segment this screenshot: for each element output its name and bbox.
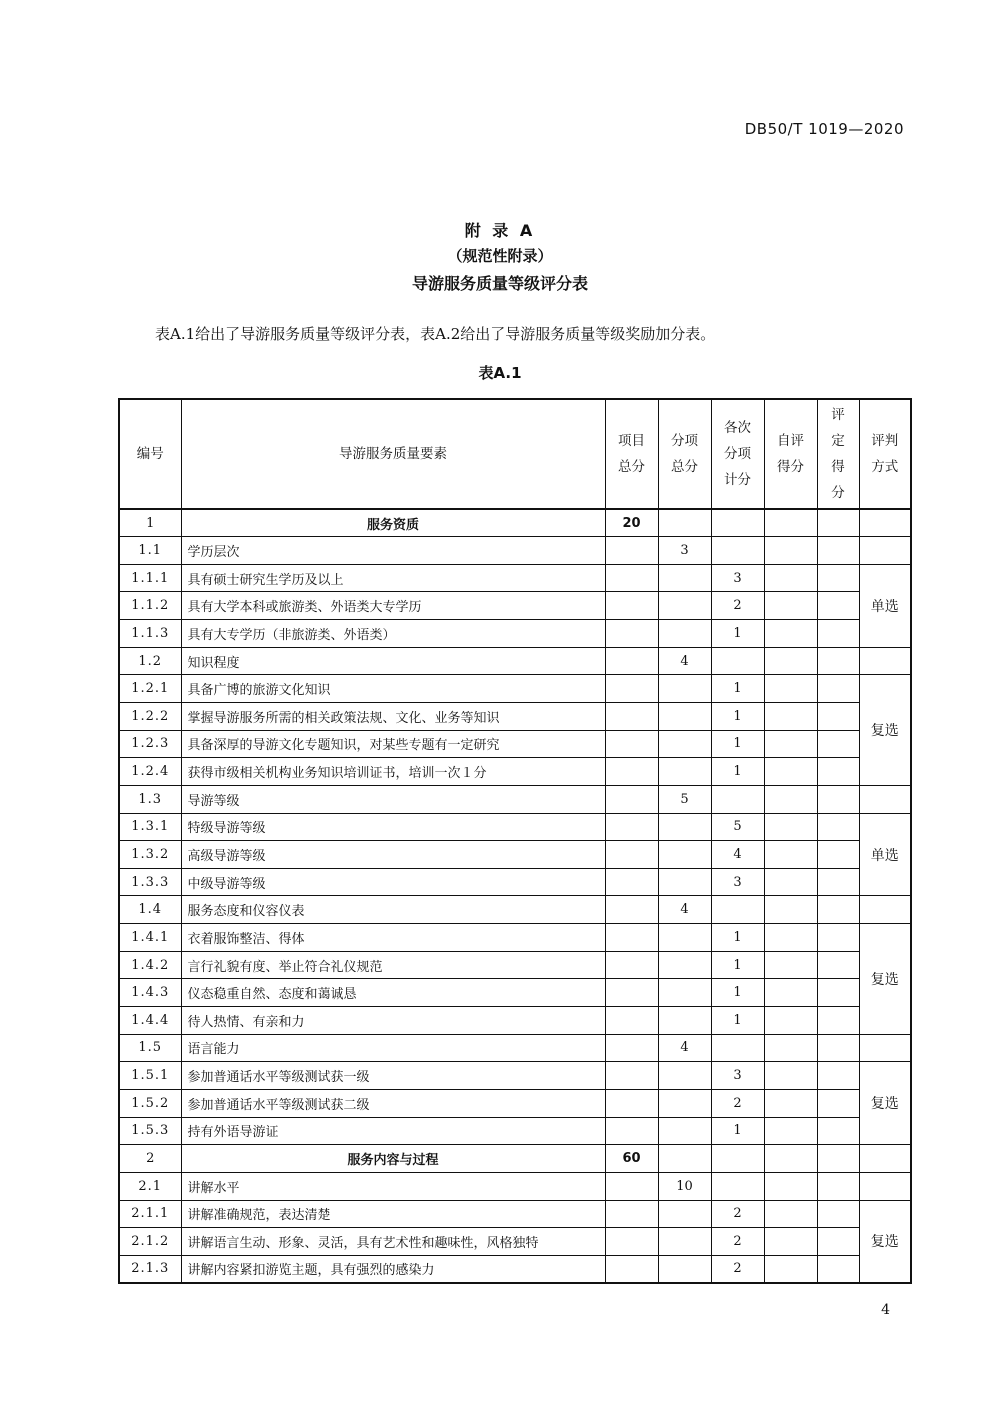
row-element: 讲解语言生动、形象、灵活，具有艺术性和趣味性，风格独特 [181,1228,605,1256]
row-each-score [711,509,764,537]
table-row [119,1255,911,1283]
row-method [859,509,911,537]
row-sub-total [658,1007,711,1035]
row-each-score: 2 [711,1228,764,1256]
row-self-score [764,647,817,675]
row-item-total [605,1034,658,1062]
row-element: 学历层次 [181,537,605,565]
header-code: 编号 [119,399,181,509]
row-method: 复选 [859,675,911,786]
row-self-score [764,1172,817,1200]
table-row [119,564,911,592]
row-method: 复选 [859,924,911,1035]
standard-id: DB50/T 1019—2020 [744,120,904,138]
row-assessed-score [817,1007,859,1035]
row-element: 服务内容与过程 [181,1145,605,1173]
row-each-score [711,896,764,924]
row-each-score: 5 [711,813,764,841]
table-row [119,979,911,1007]
row-element: 服务态度和仪容仪表 [181,896,605,924]
scoring-table [118,398,912,1284]
row-sub-total [658,592,711,620]
row-item-total [605,1007,658,1035]
row-self-score [764,896,817,924]
row-self-score [764,564,817,592]
row-assessed-score [817,813,859,841]
row-each-score: 3 [711,868,764,896]
row-code: 1.4 [119,896,181,924]
row-self-score [764,841,817,869]
row-each-score: 3 [711,1062,764,1090]
row-element: 语言能力 [181,1034,605,1062]
row-item-total [605,1200,658,1228]
row-assessed-score [817,1034,859,1062]
row-element: 特级导游等级 [181,813,605,841]
header-item-total: 项目总分 [605,399,658,509]
row-each-score: 1 [711,675,764,703]
row-code: 2.1.1 [119,1200,181,1228]
row-each-score: 1 [711,620,764,648]
table-row [119,730,911,758]
table-row [119,1228,911,1256]
row-self-score [764,1089,817,1117]
row-code: 1.4.1 [119,924,181,952]
table-row [119,924,911,952]
row-sub-total [658,979,711,1007]
row-item-total [605,702,658,730]
row-element: 言行礼貌有度、举止符合礼仪规范 [181,951,605,979]
row-item-total [605,564,658,592]
row-sub-total [658,675,711,703]
table-row [119,675,911,703]
row-sub-total [658,924,711,952]
row-element: 具备广博的旅游文化知识 [181,675,605,703]
row-method: 单选 [859,564,911,647]
row-method: 复选 [859,1062,911,1145]
row-element: 讲解水平 [181,1172,605,1200]
row-item-total [605,1062,658,1090]
table-row [119,841,911,869]
row-sub-total [658,1062,711,1090]
row-each-score [711,785,764,813]
row-code: 1.2.3 [119,730,181,758]
row-element: 参加普通话水平等级测试获二级 [181,1089,605,1117]
annex-type: （规范性附录） [447,247,553,265]
row-sub-total: 5 [658,785,711,813]
table-row [119,537,911,565]
row-code: 1 [119,509,181,537]
row-item-total [605,1228,658,1256]
row-method [859,537,911,565]
row-code: 2.1.2 [119,1228,181,1256]
row-code: 1.1 [119,537,181,565]
table-row [119,1062,911,1090]
row-assessed-score [817,896,859,924]
table-row [119,1089,911,1117]
row-assessed-score [817,620,859,648]
row-each-score: 2 [711,1089,764,1117]
row-self-score [764,509,817,537]
row-code: 2.1 [119,1172,181,1200]
row-item-total [605,924,658,952]
row-code: 1.5.3 [119,1117,181,1145]
table-row [119,620,911,648]
row-element: 仪态稳重自然、态度和蔼诚恳 [181,979,605,1007]
row-sub-total [658,813,711,841]
row-self-score [764,813,817,841]
row-sub-total [658,951,711,979]
row-code: 1.1.3 [119,620,181,648]
row-assessed-score [817,509,859,537]
row-code: 1.1.1 [119,564,181,592]
row-code: 1.2.4 [119,758,181,786]
row-sub-total [658,702,711,730]
row-item-total: 60 [605,1145,658,1173]
row-method [859,1034,911,1062]
table-row [119,702,911,730]
row-assessed-score [817,647,859,675]
row-each-score [711,1172,764,1200]
row-each-score [711,1034,764,1062]
row-element: 中级导游等级 [181,868,605,896]
row-item-total [605,1172,658,1200]
row-item-total: 20 [605,509,658,537]
row-self-score [764,979,817,1007]
row-sub-total [658,1089,711,1117]
row-code: 1.4.3 [119,979,181,1007]
row-assessed-score [817,1117,859,1145]
row-self-score [764,675,817,703]
row-each-score [711,647,764,675]
row-sub-total [658,868,711,896]
row-method [859,647,911,675]
intro-paragraph: 表A.1给出了导游服务质量等级评分表，表A.2给出了导游服务质量等级奖励加分表。 [155,325,716,343]
row-element: 持有外语导游证 [181,1117,605,1145]
row-element: 参加普通话水平等级测试获一级 [181,1062,605,1090]
row-item-total [605,1255,658,1283]
page-number: 4 [881,1302,890,1318]
row-assessed-score [817,979,859,1007]
row-sub-total [658,730,711,758]
row-item-total [605,620,658,648]
row-assessed-score [817,951,859,979]
row-sub-total: 4 [658,1034,711,1062]
row-item-total [605,675,658,703]
header-sub-total: 分项总分 [658,399,711,509]
row-item-total [605,758,658,786]
row-element: 具有大学本科或旅游类、外语类大专学历 [181,592,605,620]
header-each-score: 各次分项计分 [711,399,764,509]
row-assessed-score [817,702,859,730]
table-row [119,785,911,813]
row-sub-total [658,758,711,786]
row-item-total [605,1089,658,1117]
row-assessed-score [817,924,859,952]
row-sub-total: 3 [658,537,711,565]
row-assessed-score [817,1089,859,1117]
row-element: 具有硕士研究生学历及以上 [181,564,605,592]
row-sub-total: 4 [658,896,711,924]
row-sub-total [658,1228,711,1256]
row-each-score: 1 [711,1117,764,1145]
row-assessed-score [817,730,859,758]
row-each-score: 3 [711,564,764,592]
row-code: 1.1.2 [119,592,181,620]
row-sub-total [658,1200,711,1228]
header-assessed-score: 评定得分 [817,399,859,509]
row-sub-total [658,509,711,537]
table-row [119,951,911,979]
table-row [119,1034,911,1062]
row-item-total [605,730,658,758]
row-assessed-score [817,564,859,592]
row-self-score [764,1200,817,1228]
row-assessed-score [817,785,859,813]
table-row [119,868,911,896]
row-self-score [764,1007,817,1035]
row-assessed-score [817,675,859,703]
row-self-score [764,620,817,648]
row-assessed-score [817,1145,859,1173]
row-self-score [764,785,817,813]
table-row [119,1172,911,1200]
row-self-score [764,1145,817,1173]
row-each-score: 2 [711,1255,764,1283]
row-self-score [764,702,817,730]
row-code: 2 [119,1145,181,1173]
header-method: 评判方式 [859,399,911,509]
row-self-score [764,592,817,620]
table-row [119,647,911,675]
row-sub-total: 10 [658,1172,711,1200]
row-code: 1.4.2 [119,951,181,979]
row-code: 1.5.2 [119,1089,181,1117]
row-code: 1.3.3 [119,868,181,896]
table-row [119,1145,911,1173]
row-item-total [605,1117,658,1145]
annex-name: 导游服务质量等级评分表 [411,274,588,293]
row-self-score [764,1255,817,1283]
row-self-score [764,758,817,786]
table-row [119,813,911,841]
row-code: 1.2 [119,647,181,675]
row-each-score: 1 [711,758,764,786]
row-method [859,1145,911,1173]
table-row [119,758,911,786]
row-item-total [605,537,658,565]
row-self-score [764,868,817,896]
row-assessed-score [817,868,859,896]
row-item-total [605,951,658,979]
row-sub-total [658,564,711,592]
table-row [119,1200,911,1228]
row-each-score: 1 [711,730,764,758]
row-method [859,896,911,924]
row-item-total [605,647,658,675]
row-assessed-score [817,841,859,869]
table-caption: 表A.1 [478,364,522,382]
row-each-score [711,1145,764,1173]
row-self-score [764,1062,817,1090]
row-element: 服务资质 [181,509,605,537]
row-code: 1.4.4 [119,1007,181,1035]
row-sub-total [658,1255,711,1283]
row-self-score [764,730,817,758]
row-assessed-score [817,1228,859,1256]
row-self-score [764,1228,817,1256]
row-self-score [764,951,817,979]
row-assessed-score [817,1062,859,1090]
row-self-score [764,1034,817,1062]
row-element: 讲解准确规范，表达清楚 [181,1200,605,1228]
row-sub-total: 4 [658,647,711,675]
row-each-score: 1 [711,924,764,952]
table-row [119,509,911,537]
row-element: 导游等级 [181,785,605,813]
row-code: 1.2.1 [119,675,181,703]
row-sub-total [658,620,711,648]
row-element: 掌握导游服务所需的相关政策法规、文化、业务等知识 [181,702,605,730]
row-method: 复选 [859,1200,911,1283]
row-item-total [605,841,658,869]
row-assessed-score [817,1172,859,1200]
row-assessed-score [817,592,859,620]
table-row [119,1117,911,1145]
table-row [119,1007,911,1035]
row-each-score [711,537,764,565]
row-each-score: 2 [711,592,764,620]
header-self-score: 自评得分 [764,399,817,509]
row-element: 讲解内容紧扣游览主题，具有强烈的感染力 [181,1255,605,1283]
table-row [119,592,911,620]
row-self-score [764,1117,817,1145]
row-item-total [605,785,658,813]
row-each-score: 1 [711,951,764,979]
annex-title: 附 录 A [464,221,536,240]
row-item-total [605,592,658,620]
row-sub-total [658,841,711,869]
row-code: 1.2.2 [119,702,181,730]
row-method [859,1172,911,1200]
row-code: 1.5.1 [119,1062,181,1090]
row-code: 1.3.2 [119,841,181,869]
row-element: 具备深厚的导游文化专题知识，对某些专题有一定研究 [181,730,605,758]
row-each-score: 4 [711,841,764,869]
row-item-total [605,896,658,924]
row-item-total [605,868,658,896]
row-each-score: 1 [711,702,764,730]
row-code: 1.3.1 [119,813,181,841]
row-method: 单选 [859,813,911,896]
row-element: 高级导游等级 [181,841,605,869]
row-element: 待人热情、有亲和力 [181,1007,605,1035]
row-sub-total [658,1145,711,1173]
row-each-score: 2 [711,1200,764,1228]
row-each-score: 1 [711,1007,764,1035]
row-self-score [764,924,817,952]
row-assessed-score [817,758,859,786]
table-header-row [119,399,911,509]
row-element: 具有大专学历（非旅游类、外语类） [181,620,605,648]
header-element: 导游服务质量要素 [181,399,605,509]
row-each-score: 1 [711,979,764,1007]
row-item-total [605,813,658,841]
row-item-total [605,979,658,1007]
row-method [859,785,911,813]
row-code: 2.1.3 [119,1255,181,1283]
row-assessed-score [817,1255,859,1283]
row-self-score [764,537,817,565]
row-assessed-score [817,1200,859,1228]
row-element: 获得市级相关机构业务知识培训证书，培训一次１分 [181,758,605,786]
table-row [119,896,911,924]
row-assessed-score [817,537,859,565]
row-sub-total [658,1117,711,1145]
row-element: 衣着服饰整洁、得体 [181,924,605,952]
row-code: 1.5 [119,1034,181,1062]
row-element: 知识程度 [181,647,605,675]
row-code: 1.3 [119,785,181,813]
